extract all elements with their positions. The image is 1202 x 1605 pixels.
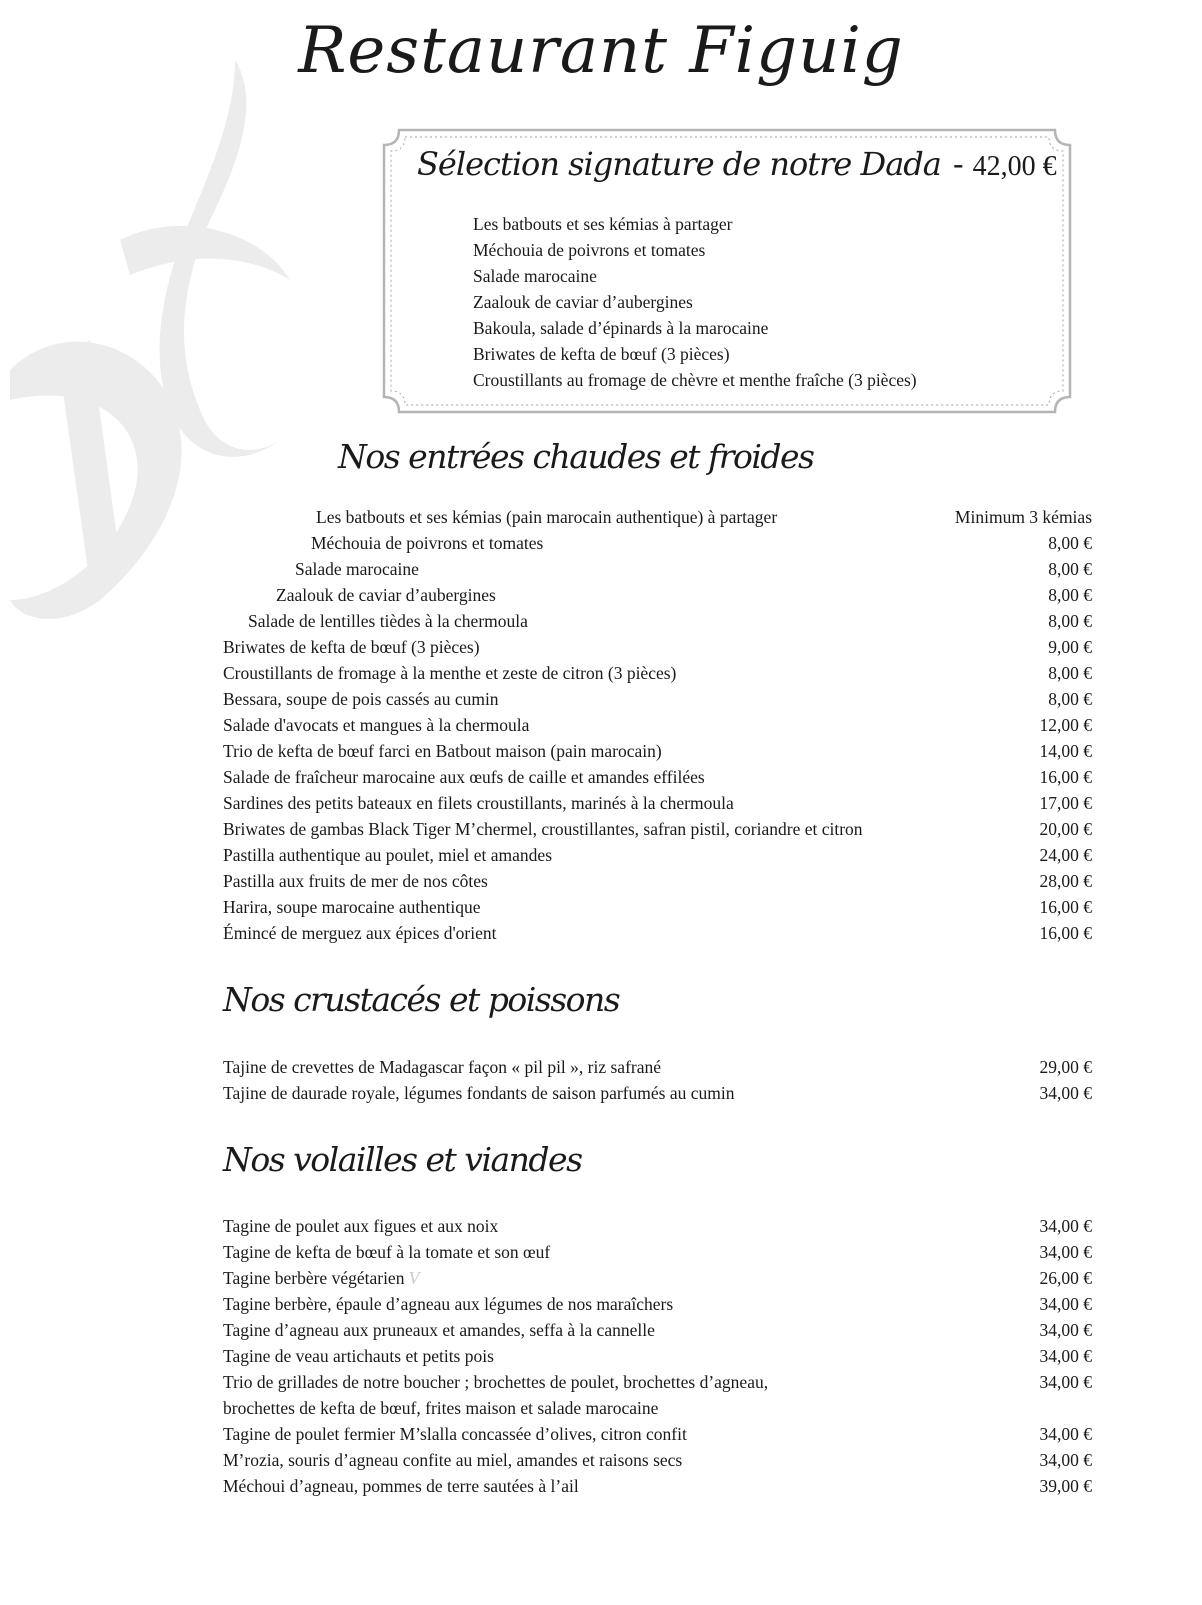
- menu-item: [0, 1080, 1202, 1106]
- menu-item-price: 16,00 €: [1039, 897, 1092, 917]
- menu-item-name: Tagine d’agneau aux pruneaux et amandes, seffa à la cannelle: [223, 1320, 655, 1340]
- menu-item-price: 9,00 €: [1048, 637, 1092, 657]
- menu-item-price: 8,00 €: [1048, 663, 1092, 683]
- menu-item-name: Les batbouts et ses kémias (pain marocain authentique) à partager: [316, 507, 778, 527]
- menu-item: [0, 868, 1202, 894]
- menu-item: [0, 1265, 1202, 1291]
- vegetarian-icon: V: [408, 1268, 420, 1288]
- menu-item-price: 12,00 €: [1039, 715, 1092, 735]
- signature-item: Croustillants au fromage de chèvre et menthe fraîche (3 pièces): [473, 370, 917, 390]
- menu-item-price: 8,00 €: [1048, 585, 1092, 605]
- signature-title: Sélection signature de notre Dada: [417, 145, 941, 183]
- menu-item-price: 20,00 €: [1039, 819, 1092, 839]
- section-title-entrees: Nos entrées chaudes et froides: [338, 437, 814, 476]
- menu-item: [0, 530, 1202, 556]
- meat-list: [0, 1213, 1202, 1499]
- menu-item-name: Pastilla authentique au poulet, miel et amandes: [223, 845, 553, 865]
- menu-item-name: Méchouia de poivrons et tomates: [311, 533, 544, 553]
- menu-item: [0, 738, 1202, 764]
- menu-item: [0, 556, 1202, 582]
- menu-item-name: Croustillants de fromage à la menthe et zeste de citron (3 pièces): [223, 663, 677, 683]
- menu-item-name: M’rozia, souris d’agneau confite au miel, amandes et raisons secs: [223, 1450, 683, 1470]
- menu-item-price: 34,00 €: [1039, 1216, 1092, 1236]
- menu-item-name: Tagine de kefta de bœuf à la tomate et son œuf: [223, 1242, 551, 1262]
- menu-item-name: Méchoui d’agneau, pommes de terre sautées à l’ail: [223, 1476, 579, 1496]
- signature-item: Briwates de kefta de bœuf (3 pièces): [473, 344, 730, 364]
- menu-item-price: 8,00 €: [1048, 533, 1092, 553]
- signature-item: Méchouia de poivrons et tomates: [473, 240, 706, 260]
- menu-item-price: 34,00 €: [1039, 1346, 1092, 1366]
- fish-list: [0, 1054, 1202, 1106]
- menu-item-name: Salade d'avocats et mangues à la chermoula: [223, 715, 530, 735]
- menu-item-price: 29,00 €: [1039, 1057, 1092, 1077]
- section-title-meat: Nos volailles et viandes: [223, 1140, 582, 1179]
- menu-item: [0, 1369, 1202, 1421]
- menu-item-price: 14,00 €: [1039, 741, 1092, 761]
- menu-item-price: 8,00 €: [1048, 689, 1092, 709]
- menu-item-price: 39,00 €: [1039, 1476, 1092, 1496]
- menu-item-price: 34,00 €: [1039, 1083, 1092, 1103]
- menu-item-price: 17,00 €: [1039, 793, 1092, 813]
- entrees-list: [0, 504, 1202, 946]
- menu-item-name: Harira, soupe marocaine authentique: [223, 897, 481, 917]
- menu-item: [0, 1421, 1202, 1447]
- menu-item-name: Pastilla aux fruits de mer de nos côtes: [223, 871, 488, 891]
- menu-item: [0, 920, 1202, 946]
- menu-item: [0, 764, 1202, 790]
- menu-item: [0, 582, 1202, 608]
- menu-item: [0, 1473, 1202, 1499]
- menu-item-name: Tagine de poulet fermier M’slalla concassée d’olives, citron confit: [223, 1424, 687, 1444]
- menu-item: [0, 1447, 1202, 1473]
- menu-item-price: 34,00 €: [1039, 1450, 1092, 1470]
- signature-separator: -: [952, 145, 963, 183]
- menu-item-name: Tagine de veau artichauts et petits pois: [223, 1346, 494, 1366]
- section-title-fish: Nos crustacés et poissons: [223, 980, 620, 1019]
- menu-item-name-text: Tagine berbère végétarien: [223, 1268, 405, 1288]
- signature-menu-box: [381, 127, 1073, 415]
- menu-item-name: Sardines des petits bateaux en filets croustillants, marinés à la chermoula: [223, 793, 734, 813]
- menu-item-name: Zaalouk de caviar d’aubergines: [276, 585, 496, 605]
- menu-item-price: Minimum 3 kémias: [954, 507, 1092, 527]
- signature-item: Salade marocaine: [473, 266, 597, 286]
- menu-item: [0, 816, 1202, 842]
- menu-item: [0, 712, 1202, 738]
- menu-item-name: Tagine de poulet aux figues et aux noix: [223, 1216, 499, 1236]
- menu-item-name: Salade marocaine: [295, 559, 419, 579]
- menu-item-price: 34,00 €: [1039, 1294, 1092, 1314]
- menu-item-name: Tajine de crevettes de Madagascar façon « pil pil », riz safrané: [223, 1057, 662, 1077]
- menu-item: [0, 1054, 1202, 1080]
- menu-item-price: 16,00 €: [1039, 767, 1092, 787]
- signature-heading: [417, 145, 1057, 183]
- menu-item: [0, 608, 1202, 634]
- menu-item-name: Émincé de merguez aux épices d'orient: [223, 923, 497, 943]
- menu-item-price: 16,00 €: [1039, 923, 1092, 943]
- menu-item-name: Trio de grillades de notre boucher ; brochettes de poulet, brochettes d’agneau, brochettes de kefta de bœuf, frites maison et salade marocaine: [223, 1372, 769, 1418]
- menu-item-price: 34,00 €: [1039, 1424, 1092, 1444]
- menu-item-name: Briwates de kefta de bœuf (3 pièces): [223, 637, 480, 657]
- signature-price: 42,00 €: [972, 151, 1057, 182]
- restaurant-title: Restaurant Figuig: [298, 14, 904, 88]
- menu-item: [0, 1343, 1202, 1369]
- menu-item: [0, 790, 1202, 816]
- menu-item-price: 34,00 €: [1039, 1320, 1092, 1340]
- menu-item-name: Briwates de gambas Black Tiger M’chermel, croustillantes, safran pistil, coriandre et citron: [223, 819, 863, 839]
- menu-item: [0, 686, 1202, 712]
- menu-item-price: 8,00 €: [1048, 611, 1092, 631]
- menu-item-name: Tajine de daurade royale, légumes fondants de saison parfumés au cumin: [223, 1083, 735, 1103]
- menu-item-price: 34,00 €: [1039, 1372, 1092, 1392]
- menu-item: [0, 894, 1202, 920]
- menu-item-price: 28,00 €: [1039, 871, 1092, 891]
- menu-item-name: Salade de fraîcheur marocaine aux œufs de caille et amandes effilées: [223, 767, 705, 787]
- signature-item: Les batbouts et ses kémias à partager: [473, 214, 733, 234]
- menu-item-price: 24,00 €: [1039, 845, 1092, 865]
- signature-item: Zaalouk de caviar d’aubergines: [473, 292, 693, 312]
- signature-item: Bakoula, salade d’épinards à la marocaine: [473, 318, 769, 338]
- menu-item: [0, 1317, 1202, 1343]
- menu-item-name: [223, 1265, 419, 1291]
- menu-item: [0, 1239, 1202, 1265]
- signature-items: [473, 211, 917, 393]
- menu-item-name: Tagine berbère, épaule d’agneau aux légumes de nos maraîchers: [223, 1294, 674, 1314]
- menu-item: [0, 1291, 1202, 1317]
- menu-item-name: Salade de lentilles tièdes à la chermoula: [248, 611, 528, 631]
- menu-item-price: 8,00 €: [1048, 559, 1092, 579]
- menu-item: [0, 842, 1202, 868]
- menu-item-price: 34,00 €: [1039, 1242, 1092, 1262]
- menu-item-name: Bessara, soupe de pois cassés au cumin: [223, 689, 499, 709]
- menu-item-price: 26,00 €: [1039, 1268, 1092, 1288]
- menu-item: [0, 634, 1202, 660]
- menu-item: [0, 660, 1202, 686]
- menu-item-name: Trio de kefta de bœuf farci en Batbout maison (pain marocain): [223, 741, 662, 761]
- menu-item: [0, 1213, 1202, 1239]
- menu-item: [0, 504, 1202, 530]
